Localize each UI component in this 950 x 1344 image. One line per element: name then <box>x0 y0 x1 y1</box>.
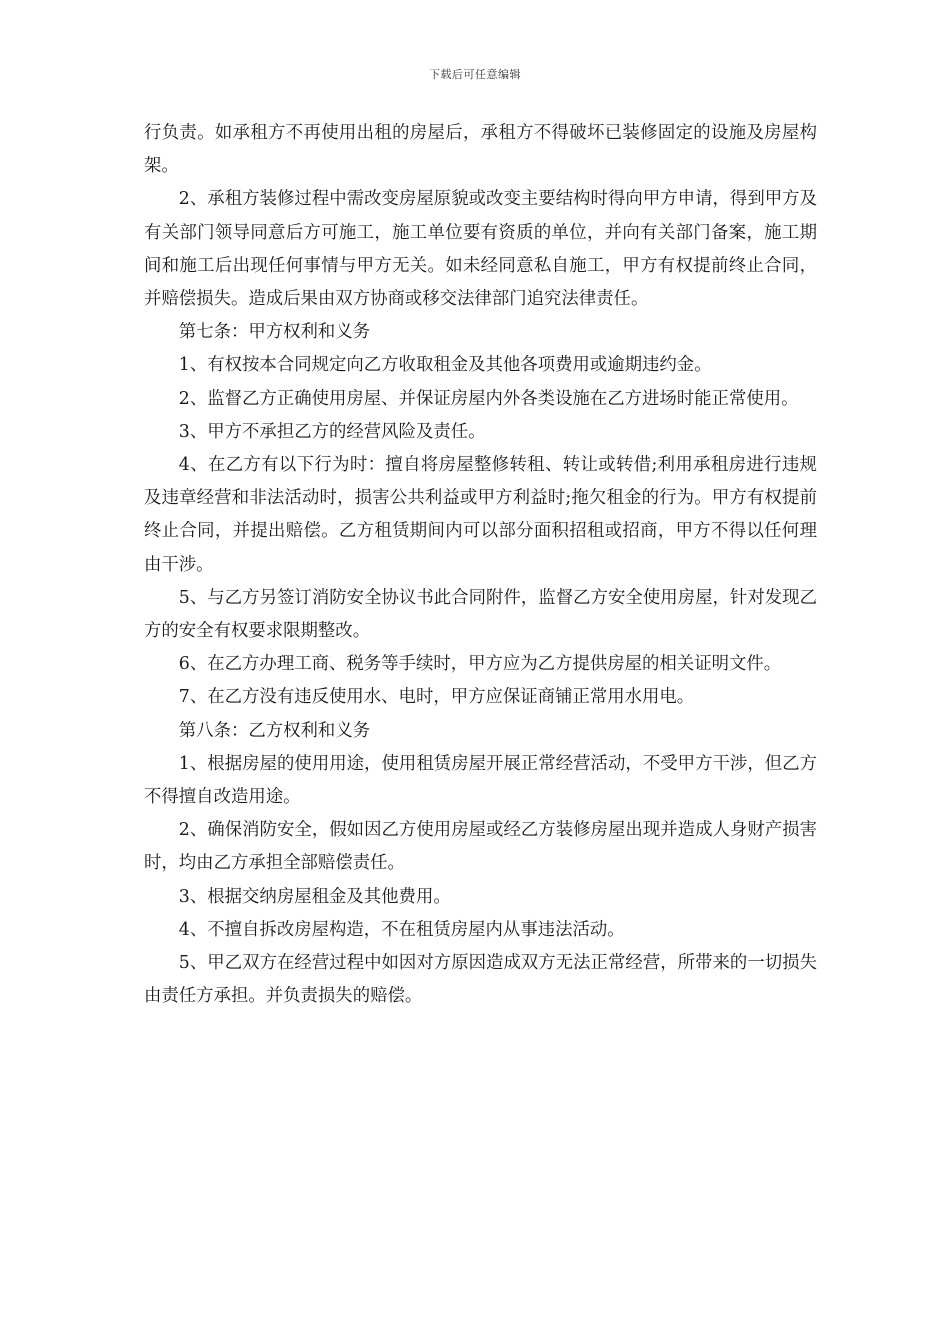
paragraph: 3、甲方不承担乙方的经营风险及责任。 <box>178 421 486 442</box>
paragraph: 2、确保消防安全，假如因乙方使用房屋或经乙方装修房屋出现并造成人身财产损害时，均由乙方承担全部赔偿责任。 <box>144 820 817 874</box>
document-body <box>144 117 817 1013</box>
section-heading: 第七条：甲方权利和义务 <box>178 322 371 343</box>
paragraph: 7、在乙方没有违反使用水、电时，甲方应保证商铺正常用水用电。 <box>178 687 695 708</box>
paragraph: 3、根据交纳房屋租金及其他费用。 <box>178 886 451 907</box>
paragraph: 行负责。如承租方不再使用出租的房屋后，承租方不得破坏已装修固定的设施及房屋构架。 <box>144 123 817 177</box>
section-heading: 第八条：乙方权利和义务 <box>178 720 371 741</box>
page-header: 下载后可任意编辑 <box>429 68 521 81</box>
paragraph: 1、根据房屋的使用用途，使用租赁房屋开展正常经营活动，不受甲方干涉，但乙方不得擅自改造用途。 <box>144 753 817 808</box>
paragraph: 4、不擅自拆改房屋构造，不在租赁房屋内从事违法活动。 <box>178 919 625 940</box>
paragraph: 6、在乙方办理工商、税务等手续时，甲方应为乙方提供房屋的相关证明文件。 <box>178 654 782 675</box>
paragraph: 2、监督乙方正确使用房屋、并保证房屋内外各类设施在乙方进场时能正常使用。 <box>178 388 799 409</box>
paragraph: 2、承租方装修过程中需改变房屋原貌或改变主要结构时得向甲方申请，得到甲方及有关部门领导同意后方可施工，施工单位要有资质的单位，并向有关部门备案，施工期间和施工后出现任何事情与甲方无关。如未经同意私自施工，甲方有权提前终止合同，并赔偿损失。造成后果由双方协商或移交法律部门追究法律责任。 <box>144 189 817 310</box>
paragraph: 5、甲乙双方在经营过程中如因对方原因造成双方无法正常经营，所带来的一切损失由责任方承担。并负责损失的赔偿。 <box>144 953 817 1007</box>
paragraph: 1、有权按本合同规定向乙方收取租金及其他各项费用或逾期违约金。 <box>178 355 712 376</box>
paragraph: 4、在乙方有以下行为时：擅自将房屋整修转租、转让或转借;利用承租房进行违规及违章经营和非法活动时，损害公共利益或甲方利益时;拖欠租金的行为。甲方有权提前终止合同，并提出赔偿。乙方租赁期间内可以部分面积招租或招商，甲方不得以任何理由干涉。 <box>144 455 817 575</box>
paragraph: 5、与乙方另签订消防安全协议书此合同附件，监督乙方安全使用房屋，针对发现乙方的安全有权要求限期整改。 <box>144 587 817 642</box>
